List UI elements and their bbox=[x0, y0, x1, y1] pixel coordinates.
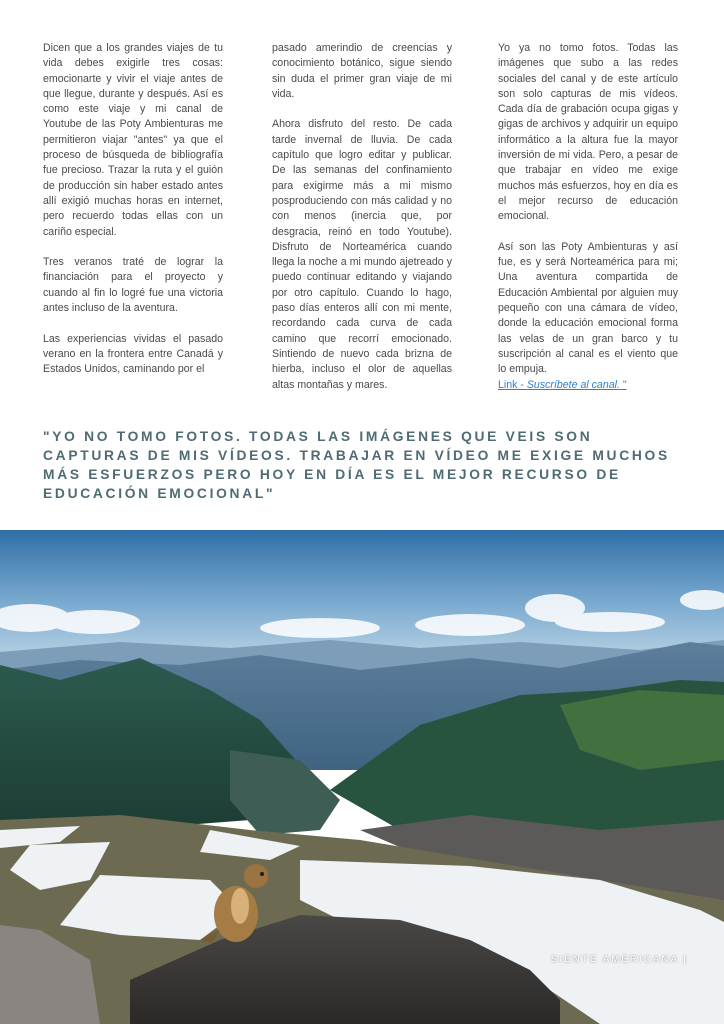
article-column-2 bbox=[272, 41, 452, 393]
pull-quote: "YO NO TOMO FOTOS. TODAS LAS IMÁGENES QUE VEIS SON CAPTURAS DE MIS VÍDEOS. TRABAJAR EN VÍDEO ME EXIGE MUCHOS MÁS ESFUERZOS PERO HOY EN DÍA ES EL MEJOR RECURSO DE EDUCACIÓN EMOCIONAL" bbox=[43, 429, 670, 501]
paragraph: Ahora disfruto del resto. De cada tarde invernal de lluvia. De cada capítulo que logro editar y publicar. De las semanas del confinamiento para exigirme más a mi mismo posproduciendo con más calidad y no con menos (inercia que, por desgracia, reinó en todo Youtube). Disfruto de Norteamérica cuando llega la noche a mi mundo ajetreado y puedo continuar editando y viajando por otro capítulo. Cuando lo hago, paso días enteros allí con mi mente, recordando cada curva de cada camino que recorrí emocionado. Sintiendo de nuevo cada brizna de hierba, incluso el olor de aquellas altas montañas y mares. bbox=[272, 118, 452, 391]
link-suffix: " bbox=[619, 378, 627, 391]
paragraph: Tres veranos traté de lograr la financiación para el proyecto y cuando al fin lo logré fue una victoria antes incluso de la aventura. bbox=[43, 256, 223, 315]
paragraph: Las experiencias vividas el pasado verano en la frontera entre Canadá y Estados Unidos, caminando por el bbox=[43, 332, 223, 376]
paragraph: pasado amerindio de creencias y conocimiento botánico, sigue siendo sin duda el primer gran viaje de mi vida. bbox=[272, 42, 452, 100]
paragraph: Dicen que a los grandes viajes de tu vida debes exigirle tres cosas: emocionarte y vivir el viaje antes de que llegue, durante y después. Así es como este viaje y mi canal de Youtube de las Poty Ambienturas me permitieron viajar "antes" ya que el proceso de búsqueda de bibliografía fue precioso. Trazar la ruta y el guión de producción sin haber estado antes allí exigió muchas horas en internet, pero recuerdo todas ellas con un cariño especial. bbox=[43, 42, 223, 238]
paragraph: Yo ya no tomo fotos. Todas las imágenes que subo a las redes sociales del canal y de este artículo son solo capturas de mis vídeos. Cada día de grabación ocupa gigas y gigas de archivos y adquirir un equipo informático a la altura fue la mayor inversión de mi vida. Pero, a pesar de que trabajar en vídeo me exige muchos más esfuerzos, hoy en día es el mejor recurso de educación emocional. bbox=[498, 42, 678, 223]
link-text: Suscríbete al canal. bbox=[526, 378, 620, 391]
mountain-landscape-photo bbox=[0, 530, 724, 1024]
footer-brand: SIENTE AMERICANA | bbox=[550, 954, 688, 965]
paragraph bbox=[498, 240, 678, 393]
article-column-1 bbox=[43, 41, 223, 378]
link-prefix: Link - bbox=[498, 378, 527, 391]
paragraph-text: Así son las Poty Ambienturas y así fue, es y será Norteamérica para mi; Una aventura compartida de Educación Ambiental por alguien muy pequeño con una cámara de vídeo, donde la educación emocional forma las velas de un gran barco y tu suscripción al canal es el viento que lo empuja. bbox=[498, 240, 678, 376]
subscribe-link[interactable] bbox=[498, 379, 627, 391]
article-column-3 bbox=[498, 41, 678, 393]
